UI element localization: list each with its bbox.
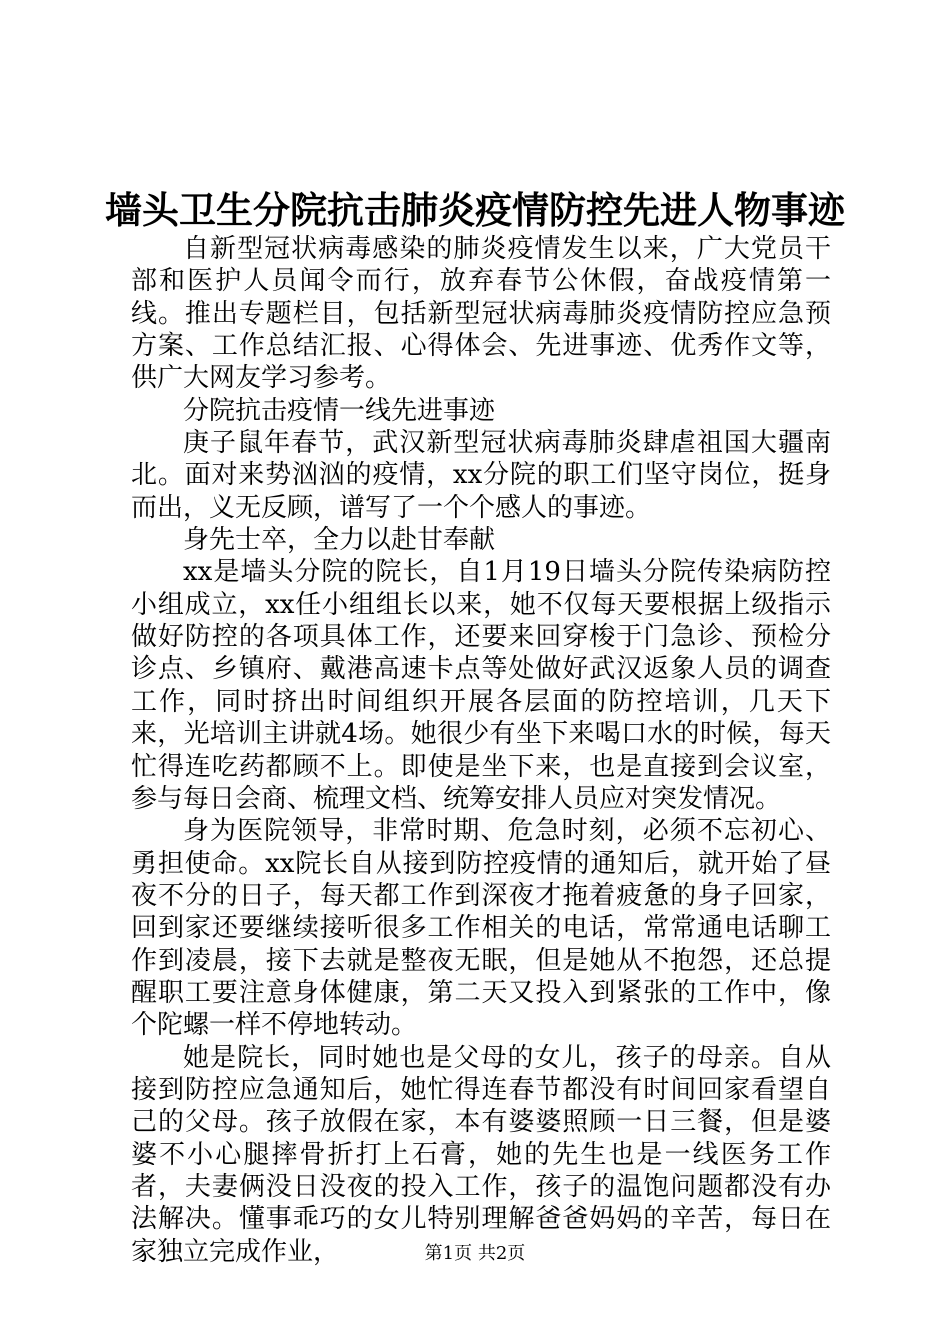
paragraph: 身为医院领导，非常时期、危急时刻，必须不忘初心、勇担使命。xx院长自从接到防控疫情的通知后，就开始了昼夜不分的日子，每天都工作到深夜才拖着疲惫的身子回家，回到家还要继续接听很多工作相关的电话，常常通电话聊工作到凌晨，接下去就是整夜无眠，但是她从不抱怨，还总提醒职工要注意身体健康，第二天又投入到紧张的工作中，像个陀螺一样不停地转动。 bbox=[131, 816, 831, 1041]
document-body bbox=[131, 233, 831, 1268]
paragraph: 庚子鼠年春节，武汉新型冠状病毒肺炎肆虐祖国大疆南北。面对来势汹汹的疫情，xx分院的职工们坚守岗位，挺身而出，义无反顾，谱写了一个个感人的事迹。 bbox=[131, 428, 831, 523]
paragraph: 她是院长，同时她也是父母的女儿，孩子的母亲。自从接到防控应急通知后，她忙得连春节都没有时间回家看望自己的父母。孩子放假在家，本有婆婆照顾一日三餐，但是婆婆不小心腿摔骨折打上石膏，她的先生也是一线医务工作者，夫妻俩没日没夜的投入工作，孩子的温饱问题都没有办法解决。懂事乖巧的女儿特别理解爸爸妈妈的辛苦，每日在家独立完成作业， bbox=[131, 1042, 831, 1267]
paragraph-intro: 自新型冠状病毒感染的肺炎疫情发生以来，广大党员干部和医护人员闻令而行，放弃春节公休假，奋战疫情第一线。推出专题栏目，包括新型冠状病毒肺炎疫情防控应急预方案、工作总结汇报、心得体会、先进事迹、优秀作文等，供广大网友学习参考。 bbox=[131, 234, 831, 394]
document-title: 墙头卫生分院抗击肺炎疫情防控先进人物事迹 bbox=[105, 188, 845, 232]
paragraph: xx是墙头分院的院长，自1月19日墙头分院传染病防控小组成立，xx任小组组长以来，她不仅每天要根据上级指示做好防控的各项具体工作，还要来回穿梭于门急诊、预检分诊点、乡镇府、戴港高速卡点等处做好武汉返象人员的调查工作，同时挤出时间组织开展各层面的防控培训，几天下来，光培训主讲就4场。她很少有坐下来喝口水的时候，每天忙得连吃药都顾不上。即使是坐下来，也是直接到会议室，参与每日会商、梳理文档、统筹安排人员应对突发情况。 bbox=[131, 557, 831, 814]
section-heading: 分院抗击疫情一线先进事迹 bbox=[183, 395, 496, 426]
page-number-footer: 第1页 共2页 bbox=[424, 1243, 526, 1264]
section-heading: 身先士卒，全力以赴甘奉献 bbox=[183, 525, 496, 556]
